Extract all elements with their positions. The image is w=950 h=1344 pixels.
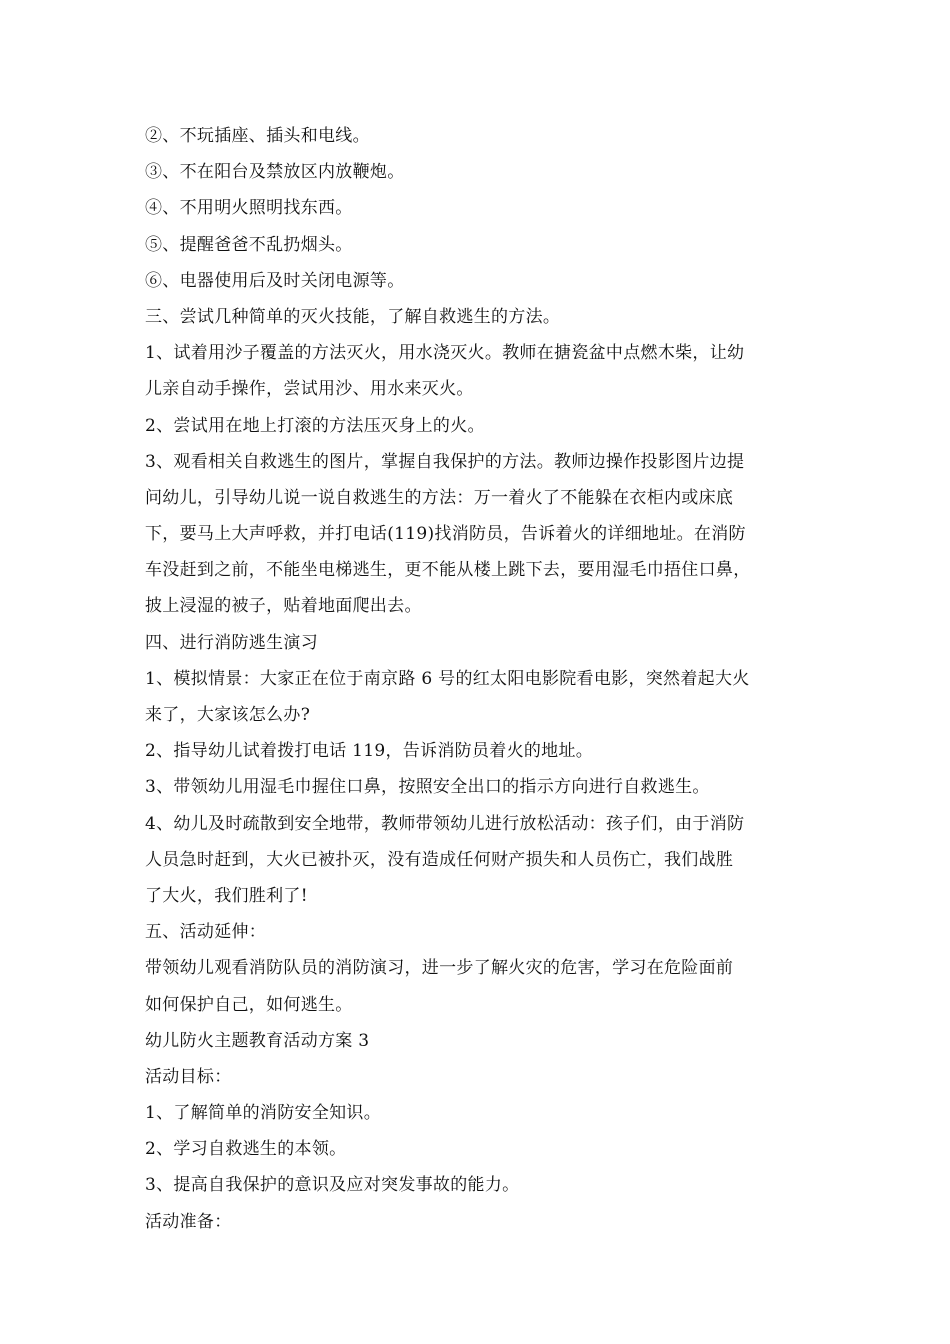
text-line: 1、试着用沙子覆盖的方法灭火，用水浇灭火。教师在搪瓷盆中点燃木柴，让幼: [145, 343, 745, 364]
text-line: 下，要马上大声呼救，并打电话(119)找消防员，告诉着火的详细地址。在消防: [145, 524, 746, 545]
text-line: 人员急时赶到，大火已被扑灭，没有造成任何财产损失和人员伤亡，我们战胜: [145, 849, 734, 870]
text-line: 3、提高自我保护的意识及应对突发事故的能力。: [145, 1175, 520, 1196]
text-line: 2、指导幼儿试着拨打电话 119，告诉消防员着火的地址。: [145, 741, 594, 762]
text-line: 了大火，我们胜利了!: [145, 885, 308, 906]
section-heading: 三、尝试几种简单的灭火技能，了解自救逃生的方法。: [145, 306, 561, 327]
text-line: ②、不玩插座、插头和电线。: [145, 126, 370, 146]
text-line: ⑤、提醒爸爸不乱扔烟头。: [145, 234, 353, 255]
text-line: ⑥、电器使用后及时关闭电源等。: [145, 270, 405, 291]
text-line: 1、了解简单的消防安全知识。: [145, 1103, 382, 1124]
text-line: 2、学习自救逃生的本领。: [145, 1139, 347, 1160]
text-line: 3、带领幼儿用湿毛巾握住口鼻，按照安全出口的指示方向进行自救逃生。: [145, 777, 710, 798]
text-line: 披上浸湿的被子，贴着地面爬出去。: [145, 596, 422, 617]
text-line: ④、不用明火照明找东西。: [145, 198, 353, 219]
text-line: 带领幼儿观看消防队员的消防演习，进一步了解火灾的危害，学习在危险面前: [145, 958, 734, 979]
section-heading: 五、活动延伸：: [145, 922, 267, 943]
text-line: ③、不在阳台及禁放区内放鞭炮。: [145, 162, 405, 183]
text-line: 1、模拟情景：大家正在位于南京路 6 号的红太阳电影院看电影，突然着起大火: [145, 668, 750, 689]
text-line: 如何保护自己，如何逃生。: [145, 994, 353, 1015]
text-line: 3、观看相关自救逃生的图片，掌握自我保护的方法。教师边操作投影图片边提: [145, 451, 745, 472]
document-title: 幼儿防火主题教育活动方案 3: [145, 1030, 370, 1051]
text-line: 儿亲自动手操作，尝试用沙、用水来灭火。: [145, 379, 474, 400]
text-line: 来了，大家该怎么办?: [145, 705, 311, 725]
document-page: [145, 118, 825, 1240]
text-line: 2、尝试用在地上打滚的方法压灭身上的火。: [145, 415, 485, 436]
section-heading: 活动目标：: [145, 1066, 232, 1087]
text-line: 4、幼儿及时疏散到安全地带，教师带领幼儿进行放松活动：孩子们，由于消防: [145, 813, 745, 834]
text-line: 车没赶到之前，不能坐电梯逃生，更不能从楼上跳下去，要用湿毛巾捂住口鼻，: [145, 560, 751, 581]
text-line: 问幼儿，引导幼儿说一说自救逃生的方法：万一着火了不能躲在衣柜内或床底: [145, 487, 734, 508]
section-heading: 活动准备：: [145, 1211, 232, 1232]
section-heading: 四、进行消防逃生演习: [145, 632, 318, 653]
